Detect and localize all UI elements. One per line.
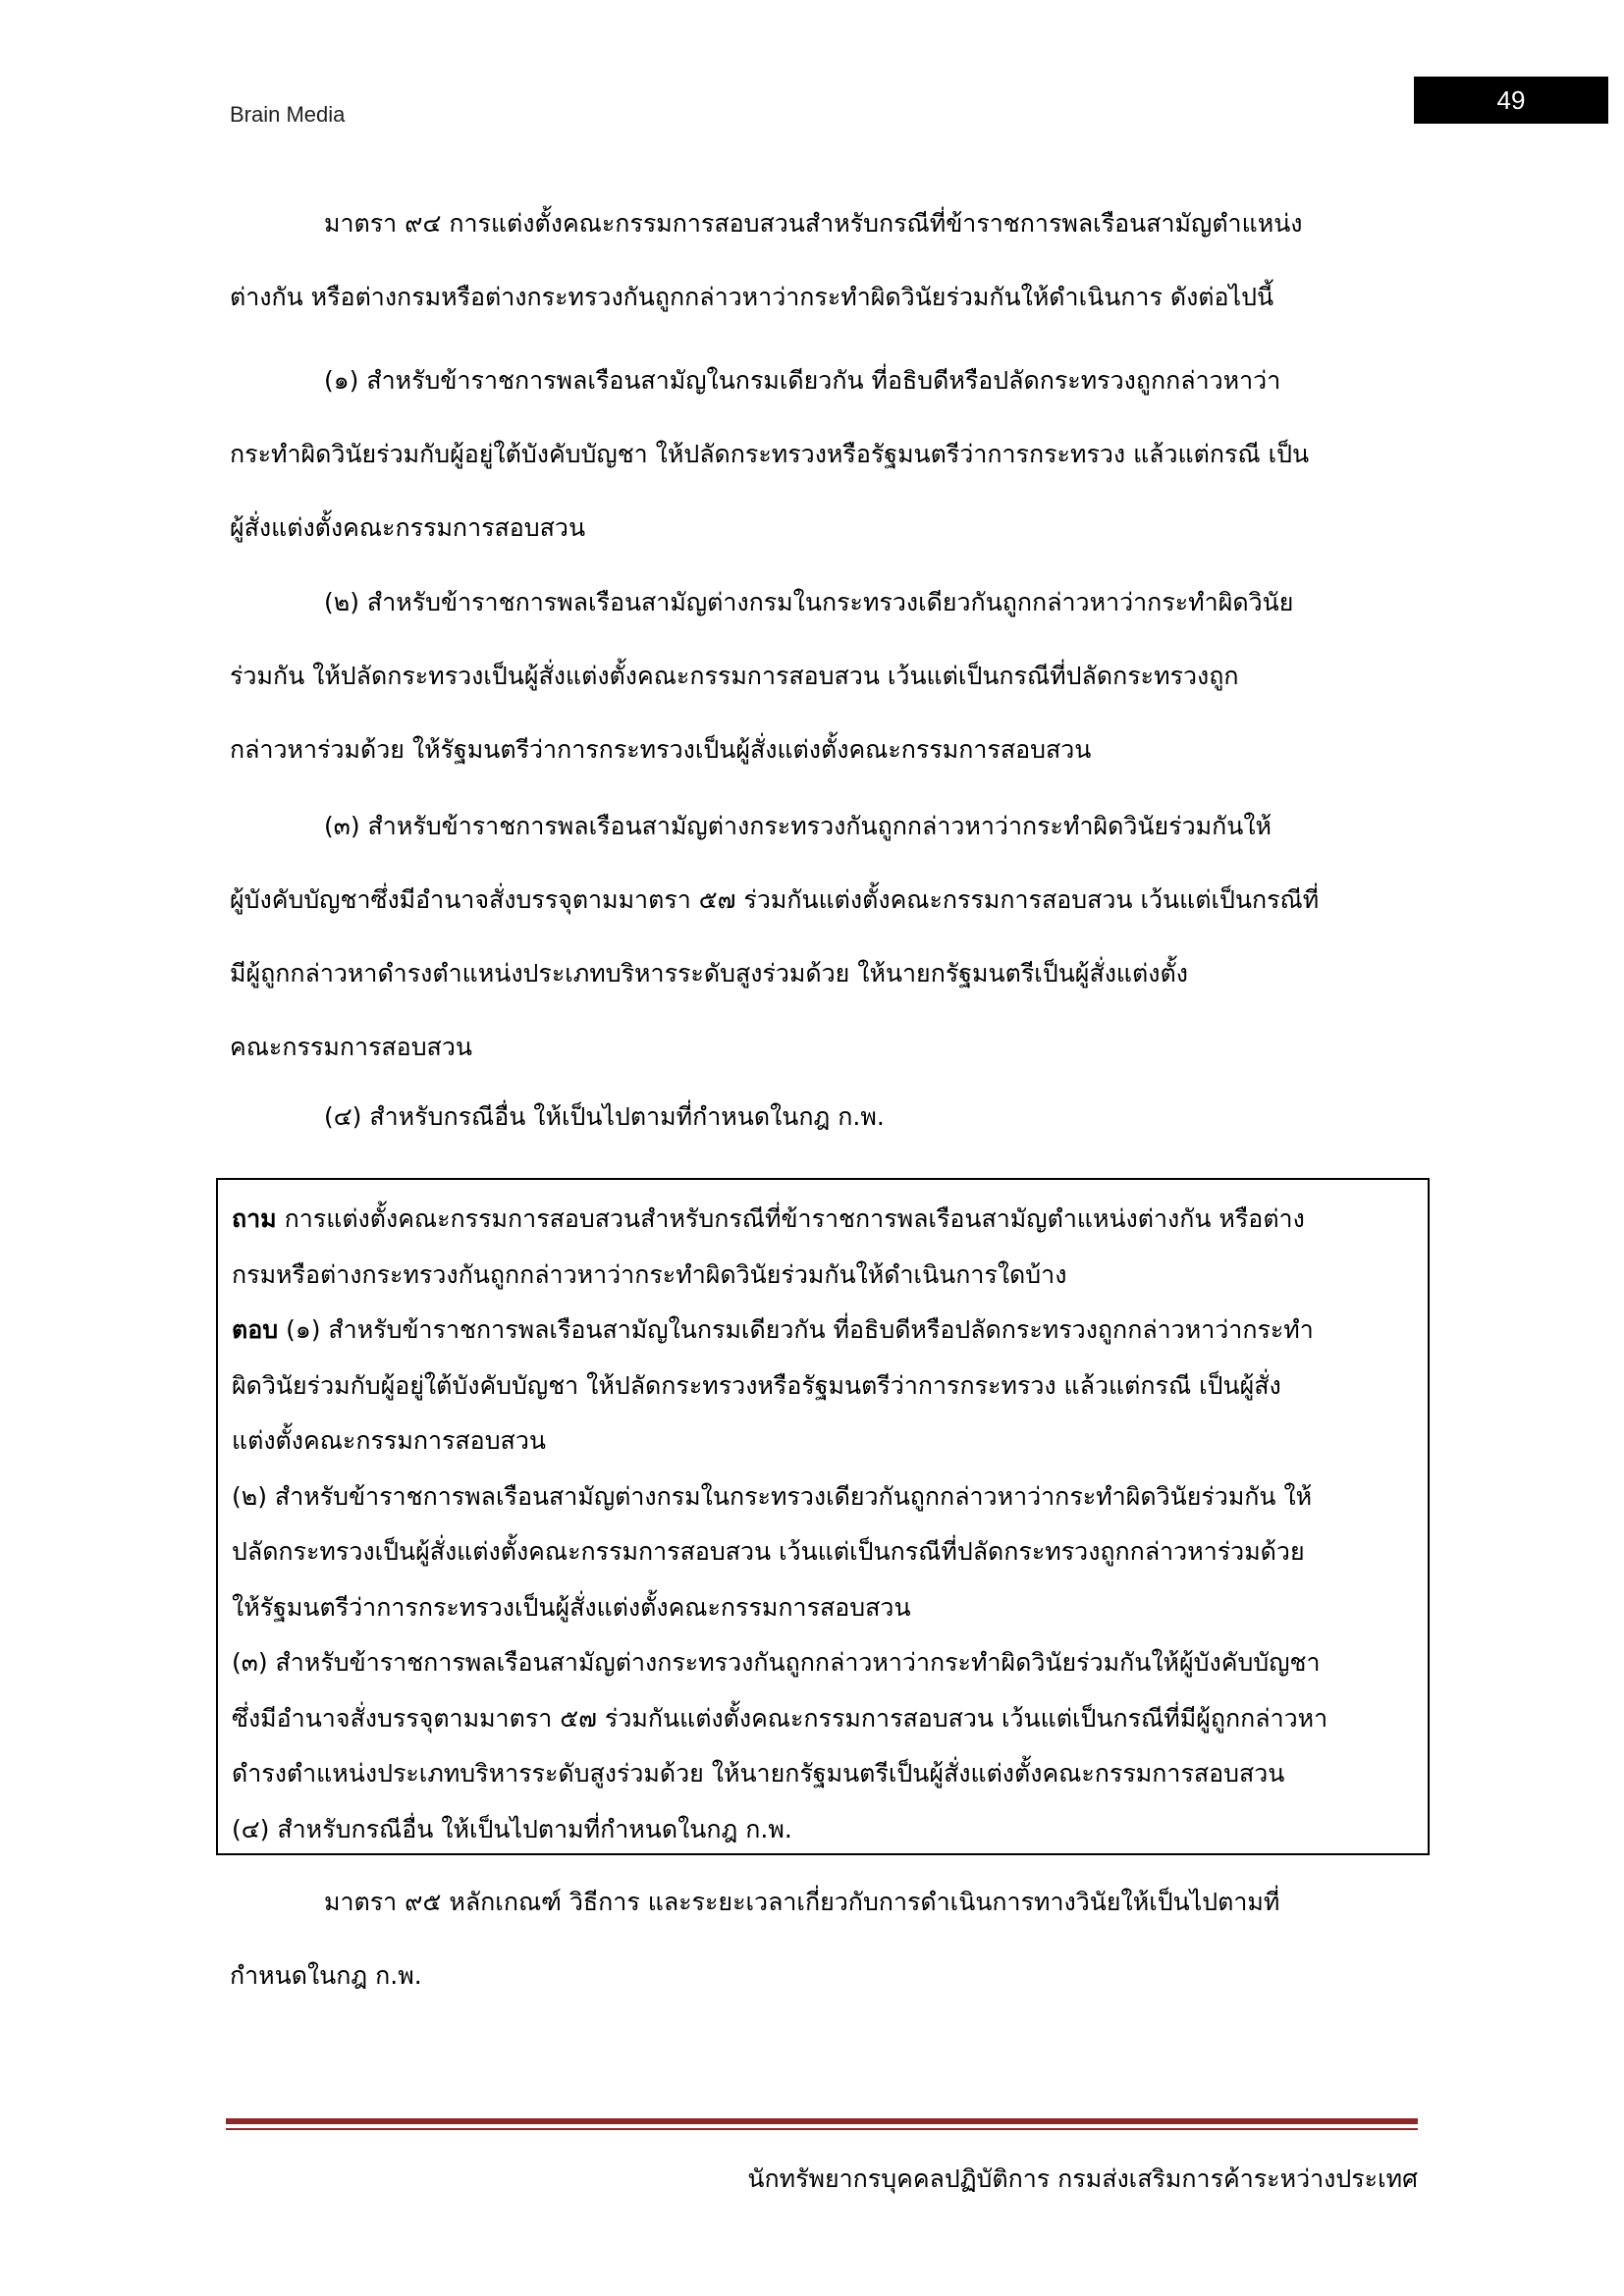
item-2-paragraph: [230, 565, 1418, 786]
qa-box: [216, 1178, 1430, 1855]
section-95-line: มาตรา ๙๕ หลักเกณฑ์ วิธีการ และระยะเวลาเกี่ยวกับการดำเนินการทางวินัยให้เป็นไปตามที่: [324, 1888, 1280, 1916]
question-text: การแต่งตั้งคณะกรรมการสอบสวนสำหรับกรณีที่ข้าราชการพลเรือนสามัญตำแหน่งต่างกัน หรือต่าง: [276, 1204, 1305, 1233]
answer-line: ดำรงตำแหน่งประเภทบริหารระดับสูงร่วมด้วย ให้นายกรัฐมนตรีเป็นผู้สั่งแต่งตั้งคณะกรรมการสอบสวน: [232, 1759, 1285, 1788]
question-line: กรมหรือต่างกระทรวงกันถูกกล่าวหาว่ากระทำผิดวินัยร่วมกันให้ดำเนินการใดบ้าง: [232, 1259, 1067, 1289]
item-3-line: คณะกรรมการสอบสวน: [230, 1033, 472, 1061]
item-1-line: ผู้สั่งแต่งตั้งคณะกรรมการสอบสวน: [230, 513, 586, 542]
footer-divider-thin: [226, 2128, 1418, 2130]
answer-line: (๒) สำหรับข้าราชการพลเรือนสามัญต่างกรมในกระทรวงเดียวกันถูกกล่าวหาว่ากระทำผิดวินัยร่วมกัน ให้: [232, 1481, 1313, 1511]
section-94-paragraph: [230, 187, 1418, 334]
item-3-paragraph: [230, 789, 1418, 1084]
section-94-line: ต่างกัน หรือต่างกรมหรือต่างกระทรวงกันถูกกล่าวหาว่ากระทำผิดวินัยร่วมกันให้ดำเนินการ ดังต่อไปนี้: [230, 283, 1274, 311]
answer-line: แต่งตั้งคณะกรรมการสอบสวน: [232, 1426, 546, 1455]
answer-line: ปลัดกระทรวงเป็นผู้สั่งแต่งตั้งคณะกรรมการสอบสวน เว้นแต่เป็นกรณีที่ปลัดกระทรวงถูกกล่าวหาร่วมด้วย: [232, 1537, 1305, 1566]
answer-line: ผิดวินัยร่วมกับผู้อยู่ใต้บังคับบัญชา ให้ปลัดกระทรวงหรือรัฐมนตรีว่าการกระทรวง แล้วแต่กรณี เป็นผู้สั่ง: [232, 1370, 1281, 1400]
answer-line: (๓) สำหรับข้าราชการพลเรือนสามัญต่างกระทรวงกันถูกกล่าวหาว่ากระทำผิดวินัยร่วมกันให้ผู้บังคับบัญชา: [232, 1648, 1321, 1677]
item-3-line: มีผู้ถูกกล่าวหาดำรงตำแหน่งประเภทบริหารระดับสูงร่วมด้วย ให้นายกรัฐมนตรีเป็นผู้สั่งแต่งตั้ง: [230, 959, 1188, 988]
header-brand: Brain Media: [230, 102, 346, 127]
item-1-line: (๑) สำหรับข้าราชการพลเรือนสามัญในกรมเดียวกัน ที่อธิบดีหรือปลัดกระทรวงถูกกล่าวหาว่า: [324, 366, 1281, 395]
question-line: [232, 1192, 1414, 1248]
item-3-line: ผู้บังคับบัญชาซึ่งมีอำนาจสั่งบรรจุตามมาตรา ๕๗ ร่วมกันแต่งตั้งคณะกรรมการสอบสวน เว้นแต่เป็นกรณีที่: [230, 885, 1320, 914]
item-2-line: (๒) สำหรับข้าราชการพลเรือนสามัญต่างกรมในกระทรวงเดียวกันถูกกล่าวหาว่ากระทำผิดวินัย: [324, 588, 1294, 616]
item-4-line: (๔) สำหรับกรณีอื่น ให้เป็นไปตามที่กำหนดในกฎ ก.พ.: [324, 1102, 885, 1131]
answer-line: [232, 1303, 1414, 1359]
item-3-line: (๓) สำหรับข้าราชการพลเรือนสามัญต่างกระทรวงกันถูกกล่าวหาว่ากระทำผิดวินัยร่วมกันให้: [324, 812, 1272, 840]
item-2-line: ร่วมกัน ให้ปลัดกระทรวงเป็นผู้สั่งแต่งตั้งคณะกรรมการสอบสวน เว้นแต่เป็นกรณีที่ปลัดกระทรวงถูก: [230, 662, 1239, 690]
footer-divider: [226, 2118, 1418, 2124]
question-label: ถาม: [232, 1204, 277, 1233]
item-1-paragraph: [230, 344, 1418, 564]
item-1-line: กระทำผิดวินัยร่วมกับผู้อยู่ใต้บังคับบัญชา ให้ปลัดกระทรวงหรือรัฐมนตรีว่าการกระทรวง แล้วแต่กรณี เป็น: [230, 440, 1310, 468]
page-number: 49: [1414, 77, 1608, 124]
item-4-paragraph: [230, 1080, 1418, 1153]
answer-line: ให้รัฐมนตรีว่าการกระทรวงเป็นผู้สั่งแต่งตั้งคณะกรรมการสอบสวน: [232, 1592, 911, 1622]
answer-label: ตอบ: [232, 1315, 279, 1344]
answer-text: (๑) สำหรับข้าราชการพลเรือนสามัญในกรมเดียวกัน ที่อธิบดีหรือปลัดกระทรวงถูกกล่าวหาว่ากระทำ: [278, 1315, 1314, 1344]
section-95-line: กำหนดในกฎ ก.พ.: [230, 1961, 422, 1990]
footer-text: นักทรัพยากรบุคคลปฏิบัติการ กรมส่งเสริมการค้าระหว่างประเทศ: [747, 2164, 1418, 2193]
item-2-line: กล่าวหาร่วมด้วย ให้รัฐมนตรีว่าการกระทรวงเป็นผู้สั่งแต่งตั้งคณะกรรมการสอบสวน: [230, 735, 1092, 764]
answer-line: ซึ่งมีอำนาจสั่งบรรจุตามมาตรา ๕๗ ร่วมกันแต่งตั้งคณะกรรมการสอบสวน เว้นแต่เป็นกรณีที่มีผู้ถูกกล่าวหา: [232, 1703, 1328, 1733]
answer-line: (๔) สำหรับกรณีอื่น ให้เป็นไปตามที่กำหนดในกฎ ก.พ.: [232, 1814, 792, 1843]
section-94-line: มาตรา ๙๔ การแต่งตั้งคณะกรรมการสอบสวนสำหรับกรณีที่ข้าราชการพลเรือนสามัญตำแหน่ง: [324, 209, 1303, 238]
section-95-paragraph: [230, 1865, 1418, 2012]
